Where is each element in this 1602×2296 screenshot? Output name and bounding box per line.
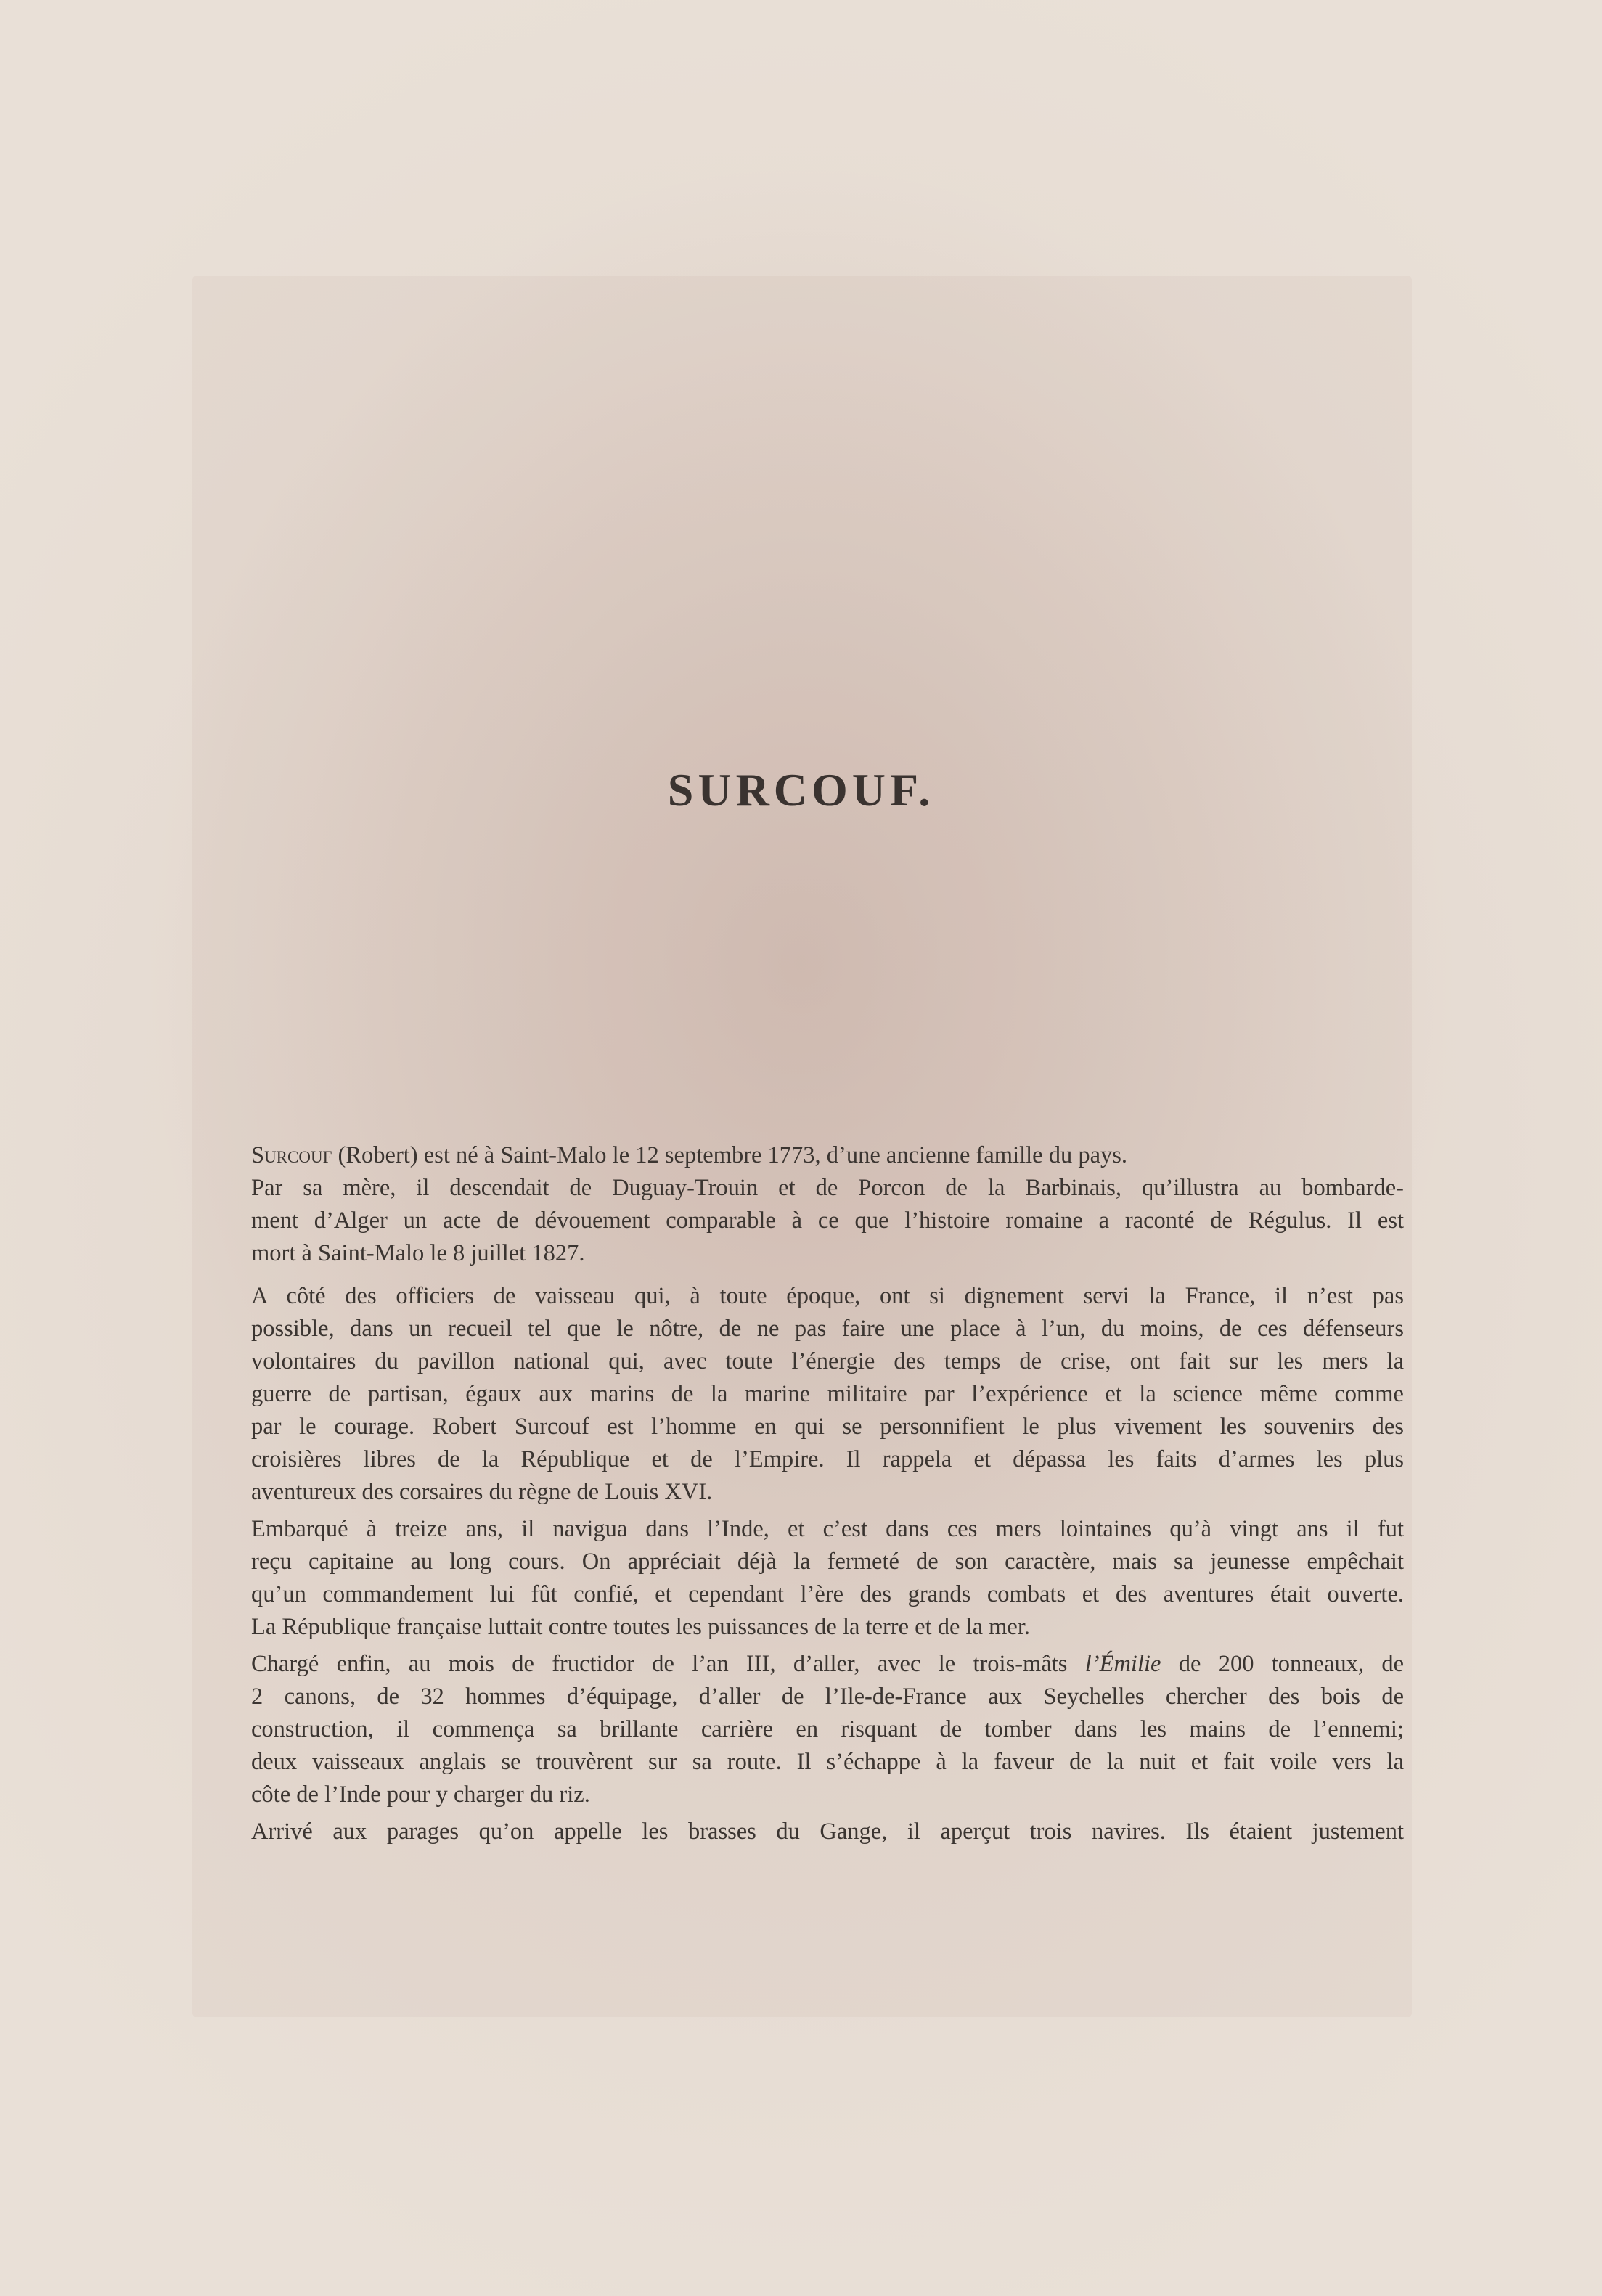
text-line: deux vaisseaux anglais se trouvèrent sur sa route. Il s’échappe à la faveur de la nuit et fait voile vers la (251, 1749, 1404, 1775)
text-line: côte de l’Inde pour y charger du riz. (251, 1782, 590, 1808)
text-line: Par sa mère, il descendait de Duguay-Trouin et de Porcon de la Barbinais, qu’illustra au bombarde- (251, 1175, 1404, 1201)
intro-name: Surcouf (251, 1142, 332, 1168)
text-segment: de 200 tonneaux, de (1161, 1651, 1404, 1677)
text-line: par le courage. Robert Surcouf est l’homme en qui se personnifient le plus vivement les souvenirs des (251, 1414, 1404, 1440)
ship-name: l’Émilie (1084, 1651, 1161, 1677)
page-title: SURCOUF. (667, 764, 935, 816)
text-line: croisières libres de la République et de l’Empire. Il rappela et dépassa les faits d’armes les plus (251, 1446, 1404, 1472)
text-line: La République française luttait contre toutes les puissances de la terre et de la mer. (251, 1614, 1030, 1640)
body-text (251, 1139, 1404, 1848)
paragraph-4 (251, 1648, 1404, 1811)
text-line: ment d’Alger un acte de dévouement comparable à ce que l’histoire romaine a raconté de Régulus. Il est (251, 1208, 1404, 1234)
intro-paragraph (251, 1139, 1404, 1172)
text-line: possible, dans un recueil tel que le nôtre, de ne pas faire une place à l’un, du moins, de ces défenseurs (251, 1316, 1404, 1342)
text-line: construction, il commença sa brillante carrière en risquant de tomber dans les mains de l’ennemi; (251, 1716, 1404, 1742)
text-segment: Chargé enfin, au mois de fructidor de l’an III, d’aller, avec le trois-mâts (251, 1651, 1085, 1677)
text-line (251, 1648, 1404, 1681)
text-line: 2 canons, de 32 hommes d’équipage, d’aller de l’Ile-de-France aux Seychelles chercher des bois de (251, 1684, 1404, 1710)
intro-rest: (Robert) est né à Saint-Malo le 12 septembre 1773, d’une ancienne famille du pays. (332, 1142, 1128, 1168)
paragraph-3 (251, 1513, 1404, 1644)
text-line: A côté des officiers de vaisseau qui, à toute époque, ont si dignement servi la France, il n’est pas (251, 1283, 1404, 1309)
paragraph-1 (251, 1172, 1404, 1270)
text-line: mort à Saint-Malo le 8 juillet 1827. (251, 1240, 585, 1266)
paragraph-5 (251, 1816, 1404, 1848)
text-line: reçu capitaine au long cours. On appréciait déjà la fermeté de son caractère, mais sa jeunesse empêchait (251, 1549, 1404, 1575)
paragraph-2 (251, 1280, 1404, 1509)
text-line: aventureux des corsaires du règne de Louis XVI. (251, 1479, 713, 1505)
text-line: Arrivé aux parages qu’on appelle les brasses du Gange, il aperçut trois navires. Ils étaient justement (251, 1819, 1404, 1845)
text-line: Embarqué à treize ans, il navigua dans l’Inde, et c’est dans ces mers lointaines qu’à vingt ans il fut (251, 1516, 1404, 1542)
text-line: qu’un commandement lui fût confié, et cependant l’ère des grands combats et des aventures était ouverte. (251, 1581, 1404, 1607)
text-line: volontaires du pavillon national qui, avec toute l’énergie des temps de crise, ont fait sur les mers la (251, 1348, 1404, 1374)
text-line: guerre de partisan, égaux aux marins de la marine militaire par l’expérience et la science même comme (251, 1381, 1404, 1407)
